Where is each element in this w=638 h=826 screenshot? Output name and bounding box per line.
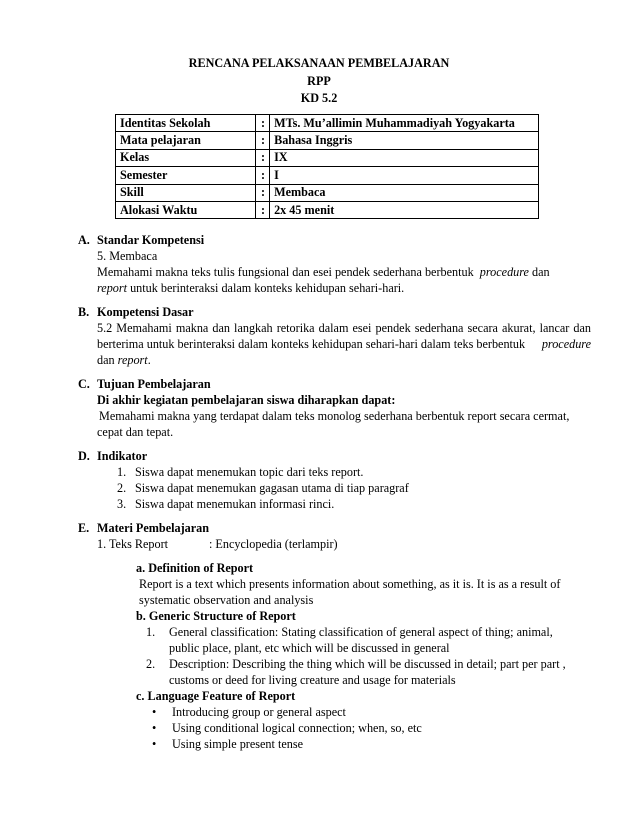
identity-label: Alokasi Waktu — [116, 201, 256, 218]
table-row — [116, 167, 539, 184]
structure-number: 2. — [146, 657, 156, 671]
identity-table — [115, 114, 539, 219]
structure-item-line2: public place, plant, etc which will be discussed in general — [169, 641, 450, 655]
document-subtitle-rpp: RPP — [307, 74, 331, 88]
indicator-number: 1. — [117, 465, 127, 479]
identity-value: MTs. Mu’allimin Muhammadiyah Yogyakarta — [270, 115, 539, 132]
text-segment: dan — [532, 265, 550, 279]
identity-value: I — [270, 167, 539, 184]
text-segment-italic: procedure — [479, 265, 529, 279]
document-title: RENCANA PELAKSANAAN PEMBELAJARAN — [188, 56, 450, 70]
text-segment: Memahami makna teks tulis fungsional dan esei pendek sederhana berbentuk — [97, 265, 474, 279]
text-segment: . — [147, 353, 151, 367]
text-segment-italic: report — [117, 353, 148, 367]
section-b-marker: B. — [78, 305, 90, 319]
table-row — [116, 201, 539, 218]
section-e-marker: E. — [78, 521, 90, 535]
identity-value: 2x 45 menit — [270, 201, 539, 218]
generic-structure-heading: b. Generic Structure of Report — [136, 609, 296, 623]
section-a-sub: 5. Membaca — [97, 249, 158, 263]
identity-separator: : — [256, 115, 270, 132]
indicator-item: Siswa dapat menemukan topic dari teks report. — [135, 465, 364, 479]
section-a-text-line1 — [97, 265, 550, 280]
section-c-marker: C. — [78, 377, 90, 391]
bullet-icon: • — [152, 721, 157, 735]
materi-item-label: 1. Teks Report — [97, 537, 169, 551]
text-segment: berterima untuk berinteraksi dalam konteks kehidupan sehari-hari dalam teks berbentuk — [97, 337, 526, 351]
identity-label: Identitas Sekolah — [116, 115, 256, 132]
section-b-text-line1: 5.2 Memahami makna dan langkah retorika dalam esei pendek sederhana secara akurat, lancar dan — [97, 321, 591, 335]
identity-label: Semester — [116, 167, 256, 184]
identity-label: Skill — [116, 184, 256, 201]
section-c-text-line1: Memahami makna yang terdapat dalam teks monolog sederhana berbentuk report secara cermat, — [99, 409, 570, 423]
text-segment: untuk berinteraksi dalam konteks kehidupan sehari-hari. — [130, 281, 405, 295]
table-row — [116, 132, 539, 149]
table-row — [116, 184, 539, 201]
text-segment-italic: procedure — [541, 337, 591, 351]
section-c-subheading: Di akhir kegiatan pembelajaran siswa diharapkan dapat: — [97, 393, 396, 407]
section-b-text-line3 — [97, 353, 151, 368]
table-row — [116, 149, 539, 166]
identity-label: Kelas — [116, 149, 256, 166]
language-feature-heading: c. Language Feature of Report — [136, 689, 296, 703]
indicator-item: Siswa dapat menemukan informasi rinci. — [135, 497, 335, 511]
identity-value: Bahasa Inggris — [270, 132, 539, 149]
identity-separator: : — [256, 201, 270, 218]
table-row — [116, 115, 539, 132]
section-a-heading: Standar Kompetensi — [97, 233, 205, 247]
structure-item-line1: Description: Describing the thing which will be discussed in detail; part per part , — [169, 657, 566, 671]
structure-number: 1. — [146, 625, 156, 639]
identity-separator: : — [256, 149, 270, 166]
identity-value: Membaca — [270, 184, 539, 201]
definition-heading: a. Definition of Report — [136, 561, 254, 575]
text-segment-italic: report — [97, 281, 128, 295]
indicator-number: 2. — [117, 481, 127, 495]
section-d-heading: Indikator — [97, 449, 148, 463]
identity-label: Mata pelajaran — [116, 132, 256, 149]
bullet-icon: • — [152, 705, 157, 719]
structure-item-line2: customs or deed for living creature and usage for materials — [169, 673, 456, 687]
identity-value: IX — [270, 149, 539, 166]
section-a-marker: A. — [78, 233, 90, 247]
section-d-marker: D. — [78, 449, 90, 463]
section-a-text-line2 — [97, 281, 404, 296]
text-segment: dan — [97, 353, 115, 367]
definition-text-line1: Report is a text which presents information about something, as it is. It is as a result of — [139, 577, 561, 591]
indicator-number: 3. — [117, 497, 127, 511]
section-b-heading: Kompetensi Dasar — [97, 305, 194, 319]
identity-separator: : — [256, 132, 270, 149]
section-e-heading: Materi Pembelajaran — [97, 521, 210, 535]
bullet-icon: • — [152, 737, 157, 751]
materi-item-value: : Encyclopedia (terlampir) — [209, 537, 338, 551]
identity-separator: : — [256, 184, 270, 201]
section-c-text-line2: cepat dan tepat. — [97, 425, 174, 439]
identity-separator: : — [256, 167, 270, 184]
language-feature-item: Introducing group or general aspect — [172, 705, 346, 719]
section-b-text-line2 — [97, 337, 591, 352]
indicator-item: Siswa dapat menemukan gagasan utama di tiap paragraf — [135, 481, 409, 495]
language-feature-item: Using conditional logical connection; when, so, etc — [172, 721, 422, 735]
section-c-heading: Tujuan Pembelajaran — [97, 377, 211, 391]
structure-item-line1: General classification: Stating classification of general aspect of thing; animal, — [169, 625, 553, 639]
language-feature-item: Using simple present tense — [172, 737, 303, 751]
definition-text-line2: systematic observation and analysis — [139, 593, 314, 607]
document-subtitle-kd: KD 5.2 — [300, 91, 338, 105]
